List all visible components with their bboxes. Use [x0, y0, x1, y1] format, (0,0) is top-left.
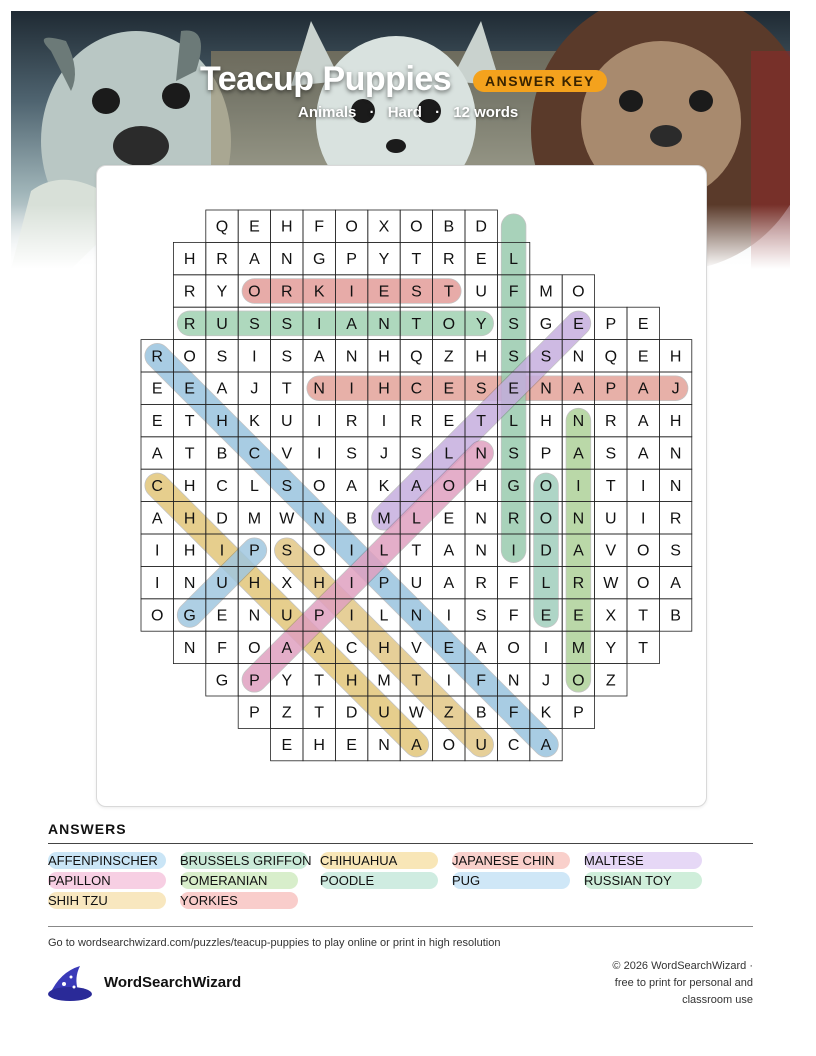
grid-letter: F [508, 283, 519, 301]
grid-letter: H [475, 477, 487, 495]
grid-letter: I [349, 607, 354, 625]
answer-word-label: CHIHUAHUA [320, 853, 398, 868]
grid-letter: D [216, 510, 228, 528]
grid-letter: Y [281, 672, 293, 690]
grid-letter: V [411, 639, 422, 657]
grid-letter: S [475, 607, 487, 625]
grid-letter: A [151, 510, 163, 528]
grid-letter: P [378, 575, 390, 593]
grid-letter: I [349, 575, 354, 593]
grid-letter: C [216, 477, 228, 495]
grid-letter: R [183, 315, 196, 333]
grid-letter: S [346, 445, 357, 463]
grid-letter: N [507, 672, 520, 690]
grid-letter: X [281, 575, 293, 593]
grid-letter: G [183, 607, 196, 625]
answer-word-label: JAPANESE CHIN [452, 853, 555, 868]
grid-letter: S [508, 445, 519, 463]
grid-letter: O [507, 639, 520, 657]
grid-letter: T [411, 251, 422, 269]
grid-letter: K [249, 413, 260, 431]
grid-letter: N [540, 380, 552, 398]
grid-letter: S [508, 348, 519, 366]
grid-letter: A [637, 413, 649, 431]
grid-letter: K [378, 477, 390, 495]
grid-letter: W [408, 704, 424, 722]
grid-letter: A [249, 251, 260, 269]
answer-word [48, 892, 108, 909]
grid-letter: H [378, 639, 390, 657]
grid-letter: C [248, 445, 261, 463]
grid-letter: K [540, 704, 552, 722]
grid-letter: T [184, 413, 195, 431]
grid-letter: N [313, 380, 325, 398]
grid-letter: P [249, 704, 260, 722]
grid-letter: U [281, 413, 293, 431]
grid-letter: S [281, 348, 293, 366]
grid-letter: O [183, 348, 196, 366]
grid-letter: N [475, 510, 487, 528]
grid-letter: P [249, 672, 260, 690]
category-label: Animals [298, 104, 357, 121]
grid-letter: U [605, 510, 617, 528]
grid-letter: B [475, 704, 487, 722]
grid-letter: N [378, 737, 390, 755]
grid-letter: H [183, 510, 196, 528]
grid-letter: S [411, 283, 422, 301]
wizard-hat-icon [46, 964, 96, 1004]
grid-letter: O [636, 575, 650, 593]
grid-letter: M [247, 510, 262, 528]
grid-letter: E [540, 607, 552, 625]
grid-letter: L [411, 510, 421, 528]
grid-letter: A [573, 542, 584, 560]
grid-letter: G [312, 251, 326, 269]
grid-letter: N [248, 607, 261, 625]
grid-letter: C [345, 639, 358, 657]
grid-letter: E [637, 315, 649, 333]
grid-letter: S [249, 315, 260, 333]
meta-separator: · [369, 104, 375, 121]
grid-letter: E [249, 218, 260, 236]
answers-heading: ANSWERS [48, 821, 127, 837]
grid-letter: B [346, 510, 357, 528]
grid-letter: F [217, 639, 227, 657]
copyright-line: © 2026 WordSearchWizard · [612, 960, 753, 972]
grid-letter: E [443, 413, 455, 431]
grid-letter: I [316, 315, 322, 333]
grid-letter: S [411, 445, 422, 463]
grid-letter: U [475, 737, 487, 755]
grid-letter: R [507, 510, 520, 528]
grid-letter: F [476, 672, 487, 690]
grid-letter: N [572, 413, 585, 431]
grid-letter: E [443, 639, 455, 657]
grid-letter: Q [604, 348, 618, 366]
grid-letter: T [281, 380, 292, 398]
answer-word [320, 872, 374, 889]
grid-letter: R [669, 510, 682, 528]
grid-letter: N [572, 348, 585, 366]
grid-letter: U [410, 575, 423, 593]
grid-letter: I [511, 542, 516, 560]
grid-letter: E [151, 380, 163, 398]
answer-word-label: PUG [452, 873, 481, 888]
grid-letter: U [475, 283, 487, 301]
grid-letter: S [475, 380, 487, 398]
grid-letter: I [154, 542, 160, 560]
answer-word [180, 872, 267, 889]
grid-letter: N [281, 251, 293, 269]
grid-letter: I [154, 575, 160, 593]
grid-letter: U [281, 607, 293, 625]
grid-letter: R [151, 348, 163, 366]
grid-letter: I [349, 380, 354, 398]
grid-letter: H [183, 477, 196, 495]
grid-letter: I [446, 672, 452, 690]
grid-letter: N [475, 445, 487, 463]
answer-word-label: MALTESE [584, 853, 644, 868]
grid-letter: E [443, 380, 455, 398]
grid-letter: H [669, 348, 682, 366]
grid-letter: L [249, 477, 259, 495]
grid-letter: O [442, 737, 456, 755]
grid-letter: T [443, 283, 454, 301]
grid-letter: I [316, 445, 322, 463]
grid-letter: O [572, 672, 585, 690]
grid-letter: C [151, 477, 163, 495]
grid-letter: I [576, 477, 581, 495]
grid-letter: S [605, 445, 617, 463]
grid-letter: T [314, 704, 325, 722]
grid-letter: T [476, 413, 487, 431]
brand-name: WordSearchWizard [104, 974, 242, 991]
grid-letter: T [638, 639, 649, 657]
grid-letter: S [508, 315, 519, 333]
grid-letter: E [475, 251, 487, 269]
answer-word-label: SHIH TZU [48, 893, 108, 908]
grid-letter: E [573, 607, 584, 625]
grid-letter: E [573, 315, 584, 333]
grid-letter: L [509, 251, 519, 269]
grid-letter: H [183, 251, 196, 269]
grid-letter: H [378, 380, 390, 398]
grid-letter: E [151, 413, 163, 431]
grid-letter: L [444, 445, 454, 463]
grid-letter: A [281, 639, 293, 657]
grid-letter: P [313, 607, 325, 625]
grid-letter: R [572, 575, 585, 593]
grid-letter: N [313, 510, 325, 528]
grid-letter: O [572, 283, 585, 301]
grid-letter: L [509, 413, 519, 431]
grid-letter: O [539, 477, 553, 495]
grid-letter: F [508, 607, 519, 625]
grid-letter: I [381, 413, 387, 431]
grid-letter: N [669, 445, 682, 463]
grid-letter: J [542, 672, 550, 690]
answer-word-label: YORKIES [180, 893, 238, 908]
grid-letter: A [670, 575, 681, 593]
grid-letter: X [605, 607, 617, 625]
grid-letter: A [151, 445, 163, 463]
word-count-label: 12 words [453, 104, 519, 121]
grid-letter: N [475, 542, 487, 560]
grid-letter: J [250, 380, 259, 398]
grid-letter: R [475, 575, 487, 593]
grid-letter: V [281, 445, 293, 463]
grid-letter: H [540, 413, 552, 431]
grid-letter: Q [215, 218, 229, 236]
copyright-line: classroom use [682, 994, 753, 1006]
grid-letter: U [216, 575, 228, 593]
grid-letter: R [443, 251, 455, 269]
grid-letter: E [443, 510, 455, 528]
grid-letter: N [572, 510, 585, 528]
grid-letter: N [345, 348, 358, 366]
grid-letter: H [248, 575, 261, 593]
grid-letter: A [313, 639, 325, 657]
grid-letter: H [183, 542, 196, 560]
grid-letter: M [539, 283, 553, 301]
grid-letter: J [380, 445, 388, 463]
grid-letter: F [314, 218, 325, 236]
copyright [553, 958, 753, 1009]
grid-letter: Z [443, 348, 454, 366]
grid-letter: R [605, 413, 617, 431]
grid-letter: A [637, 380, 649, 398]
grid-letter: L [379, 607, 389, 625]
grid-letter: E [378, 283, 390, 301]
answer-word [48, 852, 158, 869]
grid-letter: T [605, 477, 616, 495]
grid-letter: P [605, 380, 617, 398]
grid-letter: N [669, 477, 682, 495]
grid-letter: O [248, 283, 261, 301]
grid-letter: Z [281, 704, 292, 722]
grid-letter: R [216, 251, 228, 269]
grid-letter: U [378, 704, 390, 722]
grid-letter: O [150, 607, 164, 625]
answers-divider [48, 843, 753, 844]
answer-word [584, 852, 644, 869]
grid-letter: E [508, 380, 519, 398]
grid-letter: B [443, 218, 455, 236]
grid-letter: K [313, 283, 325, 301]
grid-letter: H [475, 348, 487, 366]
grid-letter: S [540, 348, 552, 366]
grid-letter: M [377, 510, 391, 528]
grid-letter: T [638, 607, 649, 625]
grid-letter: A [443, 542, 455, 560]
answer-word-label: POODLE [320, 873, 375, 888]
answer-word-label: POMERANIAN [180, 873, 268, 888]
grid-letter: P [249, 542, 260, 560]
grid-letter: A [573, 380, 584, 398]
grid-letter: W [603, 575, 619, 593]
answer-key-badge: ANSWER KEY [473, 70, 607, 92]
grid-letter: O [248, 639, 261, 657]
grid-letter: S [281, 315, 293, 333]
answer-word-label: PAPILLON [48, 873, 111, 888]
answer-word [452, 872, 480, 889]
grid-letter: H [345, 672, 358, 690]
answer-word [180, 892, 238, 909]
grid-letter: I [446, 607, 452, 625]
difficulty-label: Hard [387, 104, 422, 121]
grid-letter: A [573, 445, 584, 463]
grid-letter: Z [443, 704, 454, 722]
grid-letter: E [346, 737, 357, 755]
grid-letter: B [670, 607, 681, 625]
grid-letter: E [184, 380, 195, 398]
grid-letter: A [216, 380, 228, 398]
grid-letter: A [411, 737, 422, 755]
grid-letter: Y [475, 315, 487, 333]
grid-letter: I [349, 283, 354, 301]
grid-letter: O [312, 477, 326, 495]
grid-letter: H [313, 575, 325, 593]
grid-letter: P [540, 445, 552, 463]
grid-letter: H [216, 413, 228, 431]
grid-letter: Q [410, 348, 423, 366]
grid-letter: C [410, 380, 423, 398]
grid-letter: H [281, 218, 293, 236]
grid-letter: O [442, 477, 456, 495]
grid-letter: Y [378, 251, 390, 269]
grid-letter: O [345, 218, 358, 236]
grid-letter: T [411, 672, 422, 690]
grid-letter: R [410, 413, 423, 431]
grid-letter: E [216, 607, 228, 625]
grid-letter: I [640, 510, 646, 528]
grid-letter: G [507, 477, 520, 495]
grid-letter: L [541, 575, 551, 593]
grid-letter: F [508, 704, 519, 722]
grid-letter: A [346, 315, 357, 333]
grid-letter: A [313, 348, 325, 366]
grid-letter: S [216, 348, 228, 366]
grid-letter: A [475, 639, 487, 657]
grid-letter: R [345, 413, 358, 431]
grid-letter: M [377, 672, 391, 690]
grid-letter: I [349, 542, 354, 560]
grid-letter: E [637, 348, 649, 366]
grid-letter: U [216, 315, 228, 333]
grid-letter: I [219, 542, 225, 560]
grid-letter: B [216, 445, 228, 463]
grid-letter: S [281, 477, 293, 495]
grid-letter: V [605, 542, 617, 560]
grid-letter: I [252, 348, 257, 366]
grid-letter: M [571, 639, 586, 657]
grid-letter: C [507, 737, 520, 755]
grid-letter: G [215, 672, 229, 690]
grid-letter: O [539, 510, 553, 528]
grid-letter: N [410, 607, 423, 625]
grid-letter: H [669, 413, 682, 431]
grid-letter: N [183, 639, 196, 657]
answer-word [180, 852, 311, 869]
footer-link[interactable]: Go to wordsearchwizard.com/puzzles/teacup-puppies to play online or print in high resolution [48, 937, 501, 949]
answer-word [320, 852, 397, 869]
grid-letter: R [281, 283, 293, 301]
grid-letter: G [539, 315, 553, 333]
meta-separator: · [435, 104, 441, 121]
answer-word-label: RUSSIAN TOY [584, 873, 672, 888]
grid-letter: F [508, 575, 519, 593]
answer-word-label: AFFENPINSCHER [48, 853, 158, 868]
answer-word [48, 872, 111, 889]
grid-letter: A [346, 477, 357, 495]
grid-letter: A [411, 477, 422, 495]
grid-letter: T [411, 315, 422, 333]
answer-word-label: BRUSSELS GRIFFON [180, 853, 312, 868]
grid-letter: W [279, 510, 295, 528]
grid-letter: I [316, 413, 322, 431]
grid-letter: D [540, 542, 552, 560]
answer-word [584, 872, 672, 889]
grid-letter: X [378, 218, 390, 236]
grid-letter: E [281, 737, 293, 755]
grid-letter: H [378, 348, 390, 366]
grid-letter: S [281, 542, 293, 560]
page-title: Teacup Puppies [200, 60, 452, 98]
grid-letter: J [671, 380, 680, 398]
grid-letter: N [183, 575, 196, 593]
grid-letter: A [443, 575, 455, 593]
grid-letter: D [475, 218, 487, 236]
copyright-line: free to print for personal and [614, 977, 753, 989]
grid-letter: N [378, 315, 390, 333]
grid-letter: O [410, 218, 423, 236]
grid-letter: L [379, 542, 389, 560]
grid-letter: T [184, 445, 195, 463]
grid-letter: O [442, 315, 456, 333]
grid-letter: D [345, 704, 358, 722]
grid-letter: P [346, 251, 357, 269]
grid-letter: P [573, 704, 584, 722]
grid-letter: T [314, 672, 325, 690]
grid-letter: A [637, 445, 649, 463]
grid-letter: Y [605, 639, 617, 657]
grid-letter: O [312, 542, 326, 560]
grid-letter: S [670, 542, 681, 560]
grid-letter: R [183, 283, 196, 301]
answer-word [452, 852, 554, 869]
grid-letter: A [540, 737, 552, 755]
grid-letter: H [313, 737, 325, 755]
grid-letter: Y [216, 283, 228, 301]
grid-letter: I [543, 639, 549, 657]
grid-letter: O [636, 542, 650, 560]
grid-letter: P [605, 315, 617, 333]
footer-divider [48, 926, 753, 927]
grid-letter: T [411, 542, 422, 560]
grid-letter: Z [605, 672, 616, 690]
grid-letter: I [640, 477, 646, 495]
